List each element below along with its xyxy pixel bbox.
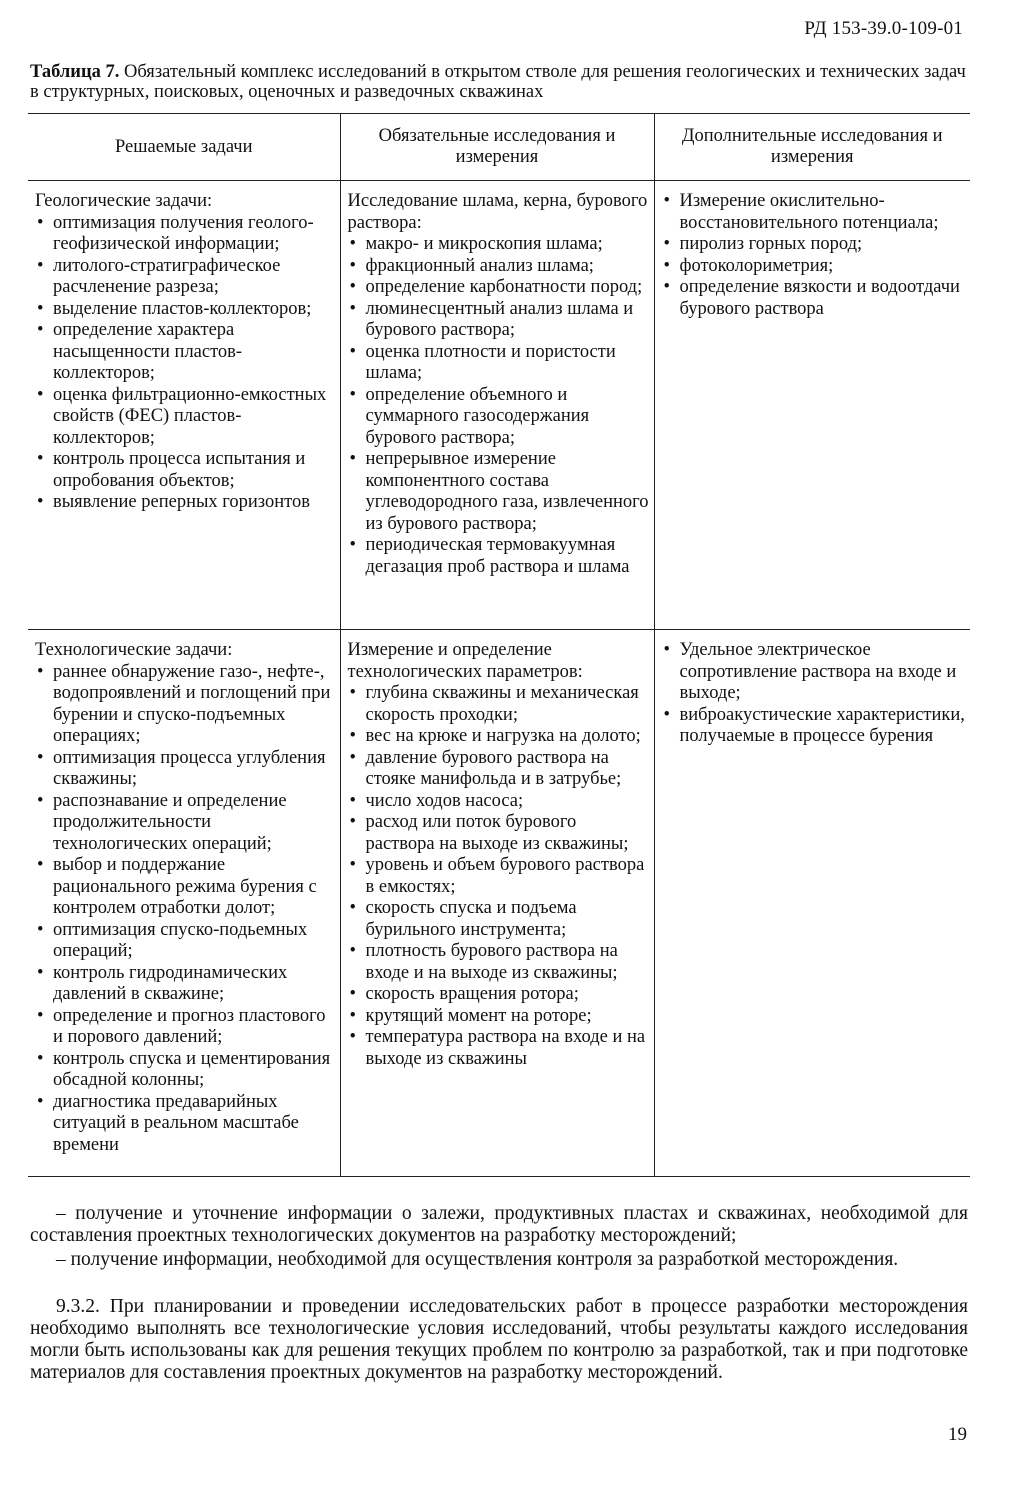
- list-item: • определение характера насыщенности пластов-коллекторов;: [35, 320, 336, 385]
- table-row-geological: [28, 181, 970, 630]
- cell-intro: Геологические задачи:: [35, 191, 213, 211]
- cell-intro: Исследование шлама, керна, бурового раствора:: [347, 191, 648, 233]
- document-code: РД 153-39.0-109-01: [804, 18, 963, 39]
- list-item: • выявление реперных горизонтов: [35, 492, 336, 514]
- list-item: • непрерывное измерение компонентного состава углеводородного газа, извлеченного из бурового раствора;: [348, 449, 650, 535]
- list-item: • Удельное электрическое сопротивление раствора на входе и выходе;: [662, 640, 967, 705]
- list-item: • давление бурового раствора на стояке манифольда и в затрубье;: [348, 748, 650, 791]
- list-item: • оценка плотности и пористости шлама;: [348, 342, 650, 385]
- list-item: • Измерение окислительно-восстановительного потенциала;: [662, 191, 967, 234]
- cell-technological-additional: [654, 630, 970, 1177]
- body-paragraph: – получение и уточнение информации о залежи, продуктивных пластах и скважинах, необходимой для составления проектных технологических документов на разработку месторождений;: [30, 1203, 968, 1246]
- list-item: • литолого-стратиграфическое расчленение разреза;: [35, 256, 336, 299]
- table-caption: [30, 62, 970, 102]
- task-list: [35, 213, 336, 514]
- list-item: • распознавание и определение продолжительности технологических операций;: [35, 791, 336, 856]
- header-tasks: Решаемые задачи: [28, 114, 340, 181]
- cell-intro: Технологические задачи:: [35, 640, 233, 660]
- list-item: • виброакустические характеристики, получаемые в процессе бурения: [662, 705, 967, 748]
- header-mandatory: Обязательные исследования и измерения: [340, 114, 654, 181]
- list-item: • диагностика предаварийных ситуаций в реальном масштабе времени: [35, 1092, 336, 1157]
- list-item: • оптимизация спуско-подьемных операций;: [35, 920, 336, 963]
- list-item: • оптимизация процесса углубления скважины;: [35, 748, 336, 791]
- list-item: • скорость вращения ротора;: [348, 984, 650, 1006]
- additional-list: [662, 191, 967, 320]
- list-item: • температура раствора на входе и на выходе из скважины: [348, 1027, 650, 1070]
- table-row-technological: [28, 630, 970, 1177]
- list-item: • люминесцентный анализ шлама и бурового раствора;: [348, 299, 650, 342]
- table-caption-label: Таблица 7.: [30, 62, 120, 82]
- list-item: • контроль гидродинамических давлений в скважине;: [35, 963, 336, 1006]
- list-item: • определение карбонатности пород;: [348, 277, 650, 299]
- list-item: • контроль процесса испытания и опробования объектов;: [35, 449, 336, 492]
- mandatory-list: [348, 234, 650, 578]
- list-item: • определение вязкости и водоотдачи бурового раствора: [662, 277, 967, 320]
- cell-intro: Измерение и определение технологических параметров:: [347, 640, 583, 682]
- body-paragraph: 9.3.2. При планировании и проведении исследовательских работ в процессе разработки месторождения необходимо выполнять все технологические условия исследований, чтобы результаты каждого исследования могли быть использованы как для решения текущих проблем по контролю за разработкой, так и при подготовке материалов для составления проектных документов на разработку месторождений.: [30, 1296, 968, 1383]
- list-item: • скорость спуска и подъема бурильного инструмента;: [348, 898, 650, 941]
- list-item: • фотоколориметрия;: [662, 256, 967, 278]
- list-item: • выделение пластов-коллекторов;: [35, 299, 336, 321]
- list-item: • контроль спуска и цементирования обсадной колонны;: [35, 1049, 336, 1092]
- list-item: • оценка фильтрационно-емкостных свойств (ФЕС) пластов-коллекторов;: [35, 385, 336, 450]
- table-caption-text: Обязательный комплекс исследований в открытом стволе для решения геологических и технических задач в структурных, поисковых, оценочных и разведочных скважинах: [30, 62, 966, 102]
- header-additional: Дополнительные исследования и измерения: [654, 114, 970, 181]
- list-item: • число ходов насоса;: [348, 791, 650, 813]
- list-item: • пиролиз горных пород;: [662, 234, 967, 256]
- list-item: • макро- и микроскопия шлама;: [348, 234, 650, 256]
- mandatory-list: [348, 683, 650, 1070]
- table-header-row: [28, 114, 970, 181]
- list-item: • определение и прогноз пластового и порового давлений;: [35, 1006, 336, 1049]
- list-item: • вес на крюке и нагрузка на долото;: [348, 726, 650, 748]
- list-item: • определение объемного и суммарного газосодержания бурового раствора;: [348, 385, 650, 450]
- list-item: • глубина скважины и механическая скорость проходки;: [348, 683, 650, 726]
- cell-geological-tasks: [28, 181, 340, 630]
- list-item: • уровень и объем бурового раствора в емкостях;: [348, 855, 650, 898]
- list-item: • оптимизация получения геолого-геофизической информации;: [35, 213, 336, 256]
- list-item: • крутящий момент на роторе;: [348, 1006, 650, 1028]
- list-item: • плотность бурового раствора на входе и на выходе из скважины;: [348, 941, 650, 984]
- cell-technological-mandatory: [340, 630, 654, 1177]
- cell-technological-tasks: [28, 630, 340, 1177]
- list-item: • фракционный анализ шлама;: [348, 256, 650, 278]
- list-item: • раннее обнаружение газо-, нефте-, водопроявлений и поглощений при бурении и спуско-подъемных операциях;: [35, 662, 336, 748]
- body-paragraph: – получение информации, необходимой для осуществления контроля за разработкой месторождения.: [56, 1249, 899, 1270]
- list-item: • выбор и поддержание рационального режима бурения с контролем отработки долот;: [35, 855, 336, 920]
- list-item: • расход или поток бурового раствора на выходе из скважины;: [348, 812, 650, 855]
- page-number: 19: [948, 1424, 967, 1445]
- task-list: [35, 662, 336, 1157]
- cell-geological-mandatory: [340, 181, 654, 630]
- cell-geological-additional: [654, 181, 970, 630]
- additional-list: [662, 640, 967, 748]
- list-item: • периодическая термовакуумная дегазация проб раствора и шлама: [348, 535, 650, 578]
- research-table: [28, 113, 970, 1177]
